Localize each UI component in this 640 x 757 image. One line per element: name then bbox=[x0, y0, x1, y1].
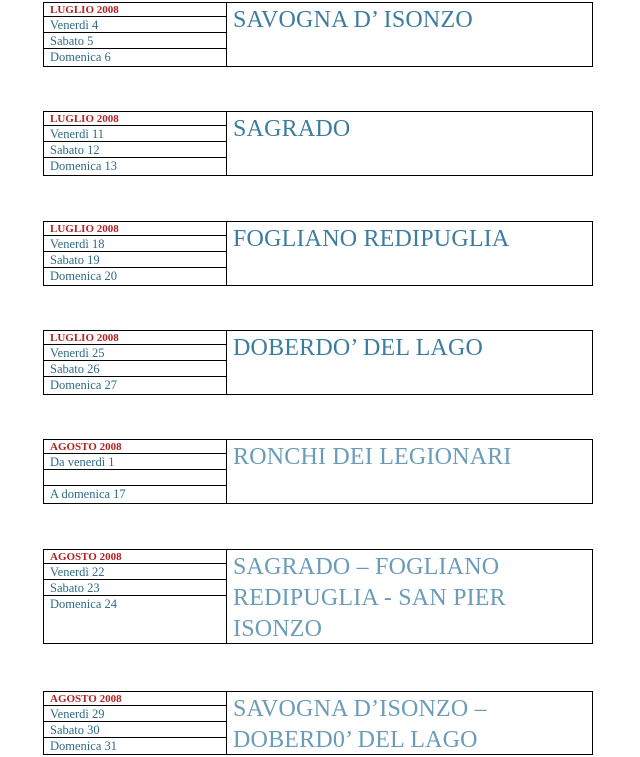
date-row: Sabato 5 bbox=[44, 33, 226, 49]
month-label: LUGLIO 2008 bbox=[44, 222, 226, 236]
date-row bbox=[44, 470, 226, 486]
event-block bbox=[43, 2, 593, 67]
place-name: SAGRADO bbox=[233, 116, 351, 142]
place-name: DOBERDO’ DEL LAGO bbox=[233, 335, 484, 361]
date-row: Sabato 19 bbox=[44, 252, 226, 268]
date-row: Domenica 20 bbox=[50, 269, 117, 283]
date-column bbox=[44, 550, 227, 643]
month-label: AGOSTO 2008 bbox=[44, 692, 226, 706]
event-block bbox=[43, 330, 593, 395]
date-row: Domenica 27 bbox=[50, 378, 117, 392]
date-row: Sabato 23 bbox=[44, 580, 226, 596]
date-row: Domenica 6 bbox=[50, 50, 111, 64]
month-label: AGOSTO 2008 bbox=[44, 550, 226, 564]
month-label: LUGLIO 2008 bbox=[44, 112, 226, 126]
date-column bbox=[44, 222, 227, 285]
date-row: Sabato 26 bbox=[44, 361, 226, 377]
date-row: Sabato 12 bbox=[44, 142, 226, 158]
date-row: Domenica 24 bbox=[50, 597, 117, 611]
date-row: Venerdì 29 bbox=[44, 706, 226, 722]
month-label: LUGLIO 2008 bbox=[44, 3, 226, 17]
date-column bbox=[44, 692, 227, 754]
date-column bbox=[44, 331, 227, 394]
place-name: SAVOGNA D’ ISONZO bbox=[233, 7, 473, 33]
place-name: SAVOGNA D’ISONZO – DOBERD0’ DEL LAGO bbox=[233, 696, 487, 753]
event-block bbox=[43, 549, 593, 644]
date-column bbox=[44, 112, 227, 175]
event-block bbox=[43, 221, 593, 286]
date-row: Domenica 31 bbox=[50, 739, 117, 753]
month-label: LUGLIO 2008 bbox=[44, 331, 226, 345]
date-row: Venerdì 11 bbox=[44, 126, 226, 142]
event-block bbox=[43, 111, 593, 176]
date-column bbox=[44, 3, 227, 66]
date-column bbox=[44, 440, 227, 503]
date-row: A domenica 17 bbox=[50, 487, 126, 501]
month-label: AGOSTO 2008 bbox=[44, 440, 226, 454]
date-row: Venerdì 4 bbox=[44, 17, 226, 33]
place-name: SAGRADO – FOGLIANO REDIPUGLIA - SAN PIER ISONZO bbox=[233, 554, 506, 642]
date-row: Venerdì 18 bbox=[44, 236, 226, 252]
place-name: RONCHI DEI LEGIONARI bbox=[233, 444, 512, 470]
date-row: Sabato 30 bbox=[44, 722, 226, 738]
date-row: Venerdì 22 bbox=[44, 564, 226, 580]
event-block bbox=[43, 439, 593, 504]
date-row: Venerdì 25 bbox=[44, 345, 226, 361]
place-name: FOGLIANO REDIPUGLIA bbox=[233, 226, 510, 252]
date-row: Da venerdì 1 bbox=[44, 454, 226, 470]
event-block bbox=[43, 691, 593, 755]
date-row: Domenica 13 bbox=[50, 159, 117, 173]
